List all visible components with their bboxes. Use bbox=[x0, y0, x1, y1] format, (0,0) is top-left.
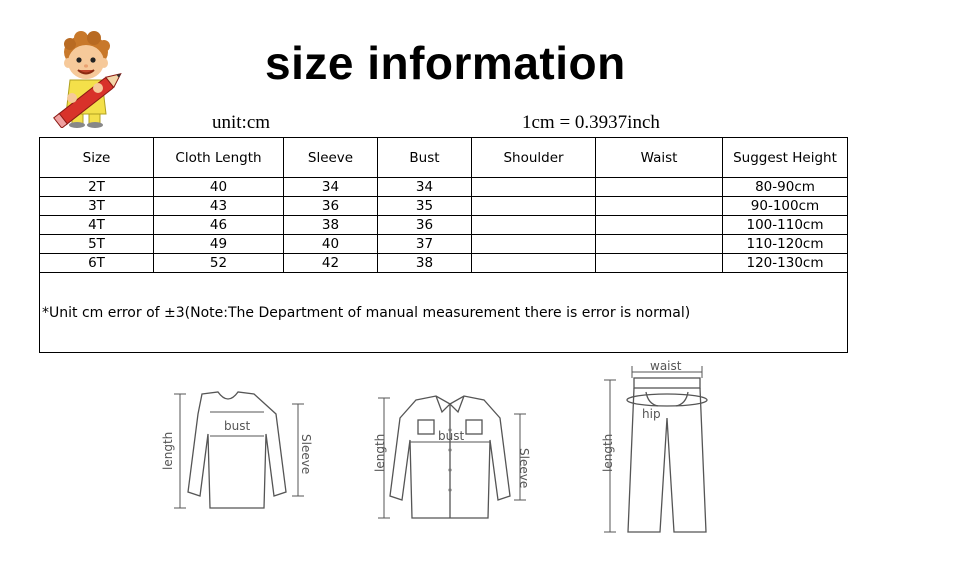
header-cell: Shoulder bbox=[472, 138, 596, 178]
table-cell: 37 bbox=[378, 235, 472, 254]
table-cell: 40 bbox=[284, 235, 378, 254]
unit-label: unit:cm bbox=[212, 112, 271, 133]
table-cell: 38 bbox=[284, 216, 378, 235]
table-cell: 35 bbox=[378, 197, 472, 216]
table-header-row bbox=[40, 138, 848, 178]
header-cell: Waist bbox=[596, 138, 723, 178]
length-arrow bbox=[174, 394, 186, 508]
table-row bbox=[40, 178, 848, 197]
table-cell: 4T bbox=[40, 216, 154, 235]
table-cell bbox=[472, 178, 596, 197]
table-cell bbox=[596, 197, 723, 216]
table-cell bbox=[472, 235, 596, 254]
table-note-row bbox=[40, 273, 848, 353]
table-cell bbox=[596, 254, 723, 273]
table-cell: 80-90cm bbox=[723, 178, 848, 197]
header-cell: Bust bbox=[378, 138, 472, 178]
table-cell: 52 bbox=[154, 254, 284, 273]
table-cell: 120-130cm bbox=[723, 254, 848, 273]
table-cell bbox=[596, 216, 723, 235]
table-cell bbox=[472, 197, 596, 216]
hip-label: hip bbox=[642, 407, 661, 421]
bust-label: bust bbox=[224, 419, 251, 433]
table-cell: 46 bbox=[154, 216, 284, 235]
length-label: length bbox=[601, 433, 615, 472]
table-cell bbox=[472, 254, 596, 273]
table-cell: 42 bbox=[284, 254, 378, 273]
length-label: length bbox=[373, 433, 387, 472]
table-cell: 36 bbox=[378, 216, 472, 235]
table-cell: 100-110cm bbox=[723, 216, 848, 235]
table-cell: 38 bbox=[378, 254, 472, 273]
waist-label: waist bbox=[650, 359, 682, 373]
shirt-diagram bbox=[370, 390, 540, 522]
length-label: length bbox=[161, 431, 175, 470]
sleeve-label: Sleeve bbox=[517, 448, 531, 489]
table-cell: 40 bbox=[154, 178, 284, 197]
table-row bbox=[40, 197, 848, 216]
table-cell: 49 bbox=[154, 235, 284, 254]
table-cell: 110-120cm bbox=[723, 235, 848, 254]
header-cell: Cloth Length bbox=[154, 138, 284, 178]
table-row bbox=[40, 235, 848, 254]
bust-label: bust bbox=[438, 429, 465, 443]
table-cell bbox=[472, 216, 596, 235]
header-cell: Sleeve bbox=[284, 138, 378, 178]
size-table bbox=[39, 137, 848, 353]
header-cell: Suggest Height bbox=[723, 138, 848, 178]
boy-with-pencil-icon bbox=[48, 30, 134, 128]
table-cell: 34 bbox=[378, 178, 472, 197]
measurement-note: *Unit cm error of ±3(Note:The Department of manual measurement there is error is normal) bbox=[40, 273, 848, 353]
table-cell: 36 bbox=[284, 197, 378, 216]
table-cell bbox=[596, 235, 723, 254]
table-cell: 2T bbox=[40, 178, 154, 197]
pants-diagram bbox=[598, 356, 718, 536]
sweater-diagram bbox=[158, 384, 318, 514]
header-cell: Size bbox=[40, 138, 154, 178]
table-cell: 90-100cm bbox=[723, 197, 848, 216]
table-cell bbox=[596, 178, 723, 197]
table-cell: 6T bbox=[40, 254, 154, 273]
table-cell: 5T bbox=[40, 235, 154, 254]
table-row bbox=[40, 254, 848, 273]
conversion-label: 1cm = 0.3937inch bbox=[522, 112, 660, 133]
sleeve-label: Sleeve bbox=[299, 434, 313, 475]
page-title: size information bbox=[265, 37, 626, 89]
table-cell: 3T bbox=[40, 197, 154, 216]
table-cell: 34 bbox=[284, 178, 378, 197]
table-cell: 43 bbox=[154, 197, 284, 216]
table-row bbox=[40, 216, 848, 235]
